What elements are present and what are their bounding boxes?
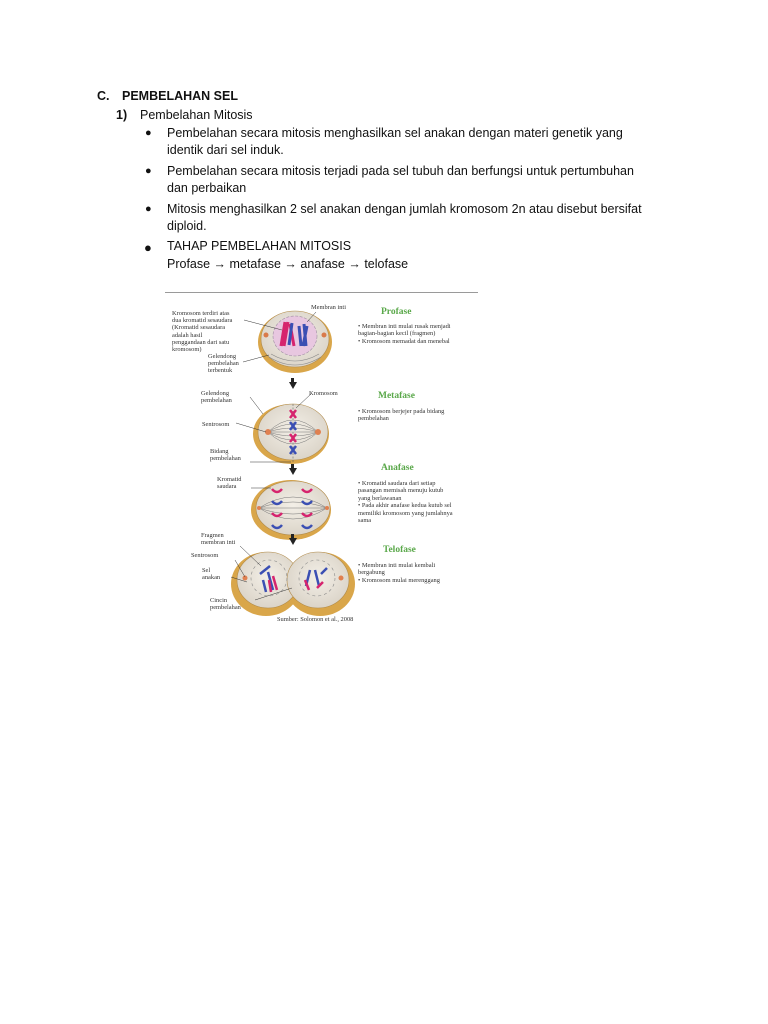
label-kromatid-saudara: Kromatid saudara	[217, 476, 242, 491]
bullet-icon: ●	[145, 127, 152, 139]
bullet-2-line-2: dan perbaikan	[167, 181, 247, 195]
bullet-3-line-1: Mitosis menghasilkan 2 sel anakan dengan jumlah kromosom 2n atau disebut bersifat	[167, 202, 642, 216]
phase-title-metafase: Metafase	[378, 391, 415, 401]
metafase-cell	[253, 404, 329, 464]
phase-title-profase: Profase	[381, 307, 412, 317]
label-sel-anakan: Sel anakan	[202, 567, 221, 582]
label-sentrosom-telofase: Sentrosom	[191, 552, 219, 559]
bullet-4-line-2: Profase → metafase → anafase → telofase	[167, 257, 409, 271]
bullet-1-line-2: identik dari sel induk.	[167, 143, 284, 157]
phase-desc-profase: • Membran inti mulai rusak menjadi bagian-bagian kecil (fragmen) • Kromosom memadat dan menebal	[358, 323, 451, 345]
phase-title-anafase: Anafase	[381, 463, 414, 473]
label-membran-inti: Membran inti	[311, 304, 346, 311]
phase-desc-anafase: • Kromatid saudara dari setiap pasangan memisah menuju kutub yang berlawanan • Pada akhir anafase kedua kutub sel memiliki kromosom yang jumlahnya sama	[358, 480, 453, 525]
profase-cell	[258, 311, 332, 373]
label-fragmen-membran-inti: Fragmen membran inti	[201, 532, 236, 547]
section-letter: C.	[97, 89, 110, 103]
arrow-down-icon	[289, 382, 297, 389]
arrow-down-icon	[289, 538, 297, 545]
label-kromosom-profase: Kromosom terdiri atas dua kromatid sesaudara (Kromatid sesaudara adalah hasil penggandaan dari satu kromosom)	[172, 310, 233, 354]
bullet-icon: ●	[145, 165, 152, 177]
bullet-icon: ●	[145, 203, 152, 215]
bullet-icon: ●	[144, 240, 152, 255]
mitosis-figure	[165, 290, 483, 630]
label-kromosom-metafase: Kromosom	[309, 390, 338, 397]
label-gelendong-profase: Gelendong pembelahan terbentuk	[208, 353, 239, 375]
subsection-number: 1)	[116, 108, 128, 122]
figure-source-caption: Sumber: Solomon et al., 2008	[277, 616, 354, 623]
bullet-3-line-2: diploid.	[167, 219, 207, 233]
phase-title-telofase: Telofase	[383, 545, 416, 555]
label-bidang-pembelahan: Bidang pembelahan	[210, 448, 241, 463]
phase-desc-metafase: • Kromosom berjejer pada bidang pembelahan	[358, 408, 445, 423]
arrow-down-icon	[289, 468, 297, 475]
bullet-2-line-1: Pembelahan secara mitosis terjadi pada sel tubuh dan berfungsi untuk pertumbuhan	[167, 164, 634, 178]
anafase-cell	[251, 480, 331, 540]
subsection-title: Pembelahan Mitosis	[140, 108, 253, 122]
bullet-4-line-1: TAHAP PEMBELAHAN MITOSIS	[167, 239, 352, 253]
label-sentrosom-metafase: Sentrosom	[202, 421, 230, 428]
section-title: PEMBELAHAN SEL	[122, 89, 238, 103]
telofase-cells	[231, 552, 355, 616]
bullet-1-line-1: Pembelahan secara mitosis menghasilkan sel anakan dengan materi genetik yang	[167, 126, 623, 140]
label-gelendong-metafase: Gelendong pembelahan	[201, 390, 232, 405]
label-cincin-pembelahan: Cincin pembelahan	[210, 597, 241, 612]
phase-desc-telofase: • Membran inti mulai kembali bergabung • Kromosom mulai merenggang	[358, 562, 440, 584]
